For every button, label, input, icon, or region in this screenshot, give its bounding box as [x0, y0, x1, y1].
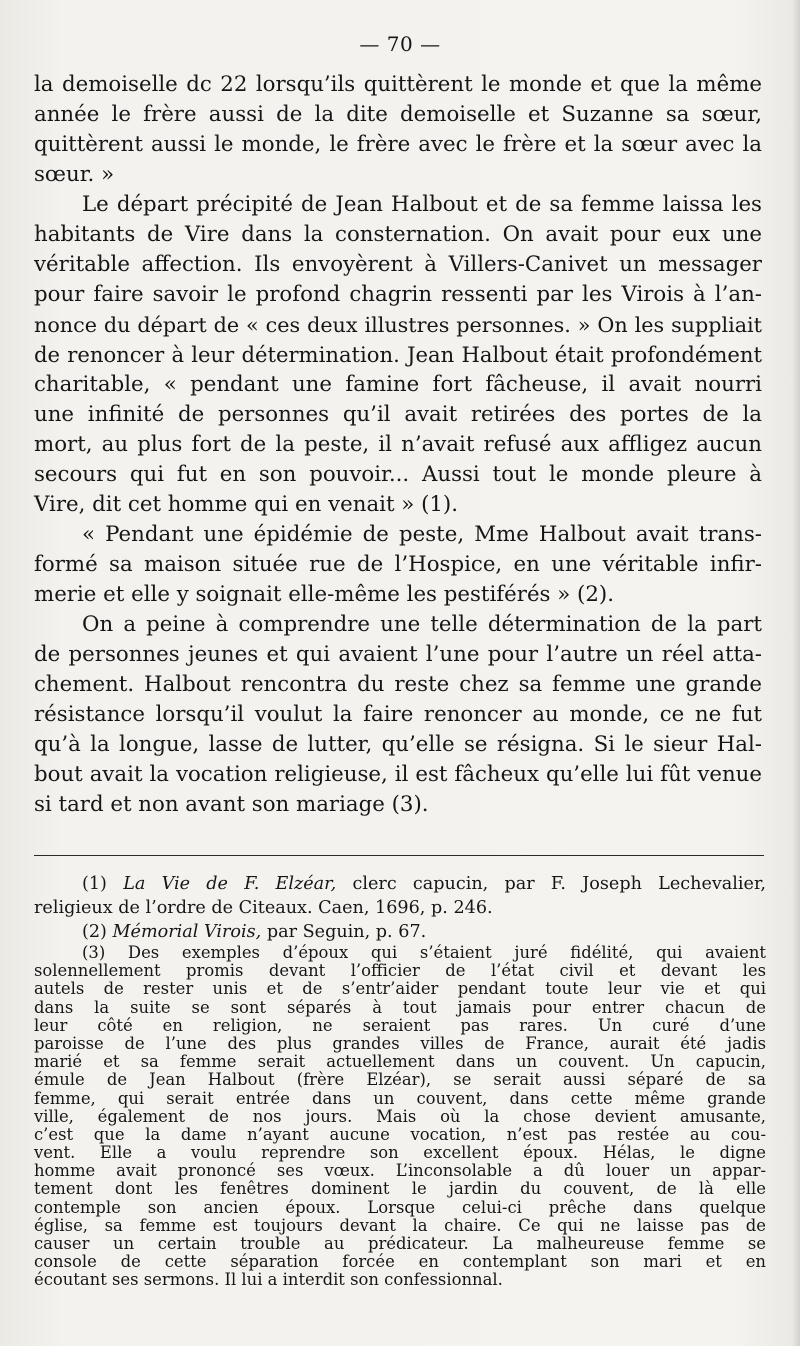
footnote-3-line: église, sa femme est toujours devant la chaire. Ce qui ne laisse pas de: [34, 1215, 766, 1235]
footnote-3-line: vent. Elle a voulu reprendre son excellent époux. Hélas, le digne: [34, 1143, 766, 1163]
footnote-1-text: clerc capucin, par F. Joseph Lechevalier,: [352, 874, 767, 894]
footnote-3-line: leur côté en religion, ne seraient pas rares. Un curé d’une: [34, 1015, 766, 1035]
text-line: chement. Halbout rencontra du reste chez sa femme une grande: [34, 672, 762, 697]
footnote-3-line: (3) Des exemples d’époux qui s’étaient juré fidélité, qui avaient: [82, 943, 766, 962]
text-line: quittèrent aussi le monde, le frère avec le frère et la sœur avec la: [34, 132, 762, 157]
footnote-3-line: dans la suite se sont séparés à tout jamais pour entrer chacun de: [34, 997, 766, 1017]
footnote-3-line: émule de Jean Halbout (frère Elzéar), se serait aussi séparé de sa: [34, 1070, 766, 1090]
footnote-3-line: solennellement promis devant l’officier de l’état civil et devant les: [34, 961, 766, 981]
main-text: [34, 70, 762, 820]
text-line: pour faire savoir le profond chagrin ressenti par les Virois à l’an-: [34, 282, 762, 307]
footnote-3-line: marié et sa femme serait actuellement dans un couvent. Un capucin,: [34, 1052, 766, 1072]
footnote-3-line: ville, également de nos jours. Mais où la chose devient amusante,: [34, 1106, 766, 1126]
footnote-3-line: c’est que la dame n’ayant aucune vocation, n’est pas restée au cou-: [34, 1124, 766, 1144]
footnote-2-mark: (2): [82, 922, 107, 942]
text-line: la demoiselle dc 22 lorsqu’ils quittèrent le monde et que la même: [34, 72, 762, 97]
footnote-3-line: homme avait prononcé ses vœux. L’inconsolable a dû louer un appar-: [34, 1161, 766, 1181]
text-line: mort, au plus fort de la peste, il n’avait refusé aux affligez aucun: [34, 432, 762, 457]
footnote-1-mark: (1): [82, 874, 107, 894]
text-line: merie et elle y soignait elle-même les pestiférés » (2).: [34, 582, 614, 607]
footnote-2-text: par Seguin, p. 67.: [266, 922, 427, 942]
footnote-1-title: La Vie de F. Elzéar,: [123, 874, 337, 894]
text-line: véritable affection. Ils envoyèrent à Villers-Canivet un messager: [34, 252, 762, 277]
text-line: sœur. »: [34, 162, 115, 187]
footnote-3-line: femme, qui serait entrée dans un couvent, dans cette même grande: [34, 1088, 766, 1108]
paragraph-first-line: On a peine à comprendre une telle détermination de la part: [82, 612, 762, 637]
footnote-3-line: causer un certain trouble au prédicateur. La malheureuse femme se: [34, 1234, 766, 1253]
page-number: — 70 —: [359, 32, 441, 56]
footnote-3: [34, 944, 766, 1290]
footnote-3-line: console de cette séparation forcée en contemplant son mari et en: [34, 1252, 766, 1272]
text-line: secours qui fut en son pouvoir... Aussi tout le monde pleure à: [34, 462, 762, 487]
text-line: année le frère aussi de la dite demoiselle et Suzanne sa sœur,: [34, 102, 762, 127]
footnote-3-line: autels de rester unis et de s’entr’aider pendant toute leur vie et qui: [34, 979, 766, 999]
footnote-2-title: Mémorial Virois,: [112, 922, 262, 942]
footnote-3-line: tement dont les fenêtres dominent le jardin du couvent, de là elle: [34, 1179, 766, 1199]
footnote-3-line: contemple son ancien époux. Lorsque celui-ci prêche dans quelque: [34, 1197, 766, 1217]
footnote-separator: [34, 855, 764, 856]
page-edge-shadow: [792, 0, 800, 1346]
footnote-2: [34, 920, 766, 944]
paragraph-first-line: Le départ précipité de Jean Halbout et de sa femme laissa les: [82, 192, 762, 217]
footnotes: [34, 872, 766, 1290]
text-line: nonce du départ de « ces deux illustres personnes. » On les suppliait: [34, 313, 762, 337]
text-line: qu’à la longue, lasse de lutter, qu’elle se résigna. Si le sieur Hal-: [34, 732, 762, 757]
text-line: habitants de Vire dans la consternation. On avait pour eux une: [34, 222, 762, 247]
text-line: résistance lorsqu’il voulut la faire renoncer au monde, ce ne fut: [34, 702, 762, 727]
text-line: charitable, « pendant une famine fort fâcheuse, il avait nourri: [34, 372, 762, 397]
footnote-3-line: écoutant ses sermons. Il lui a interdit son confessionnal.: [34, 1270, 503, 1290]
text-line: formé sa maison située rue de l’Hospice, en une véritable infir-: [34, 552, 762, 577]
text-line: de renoncer à leur détermination. Jean Halbout était profondément: [34, 342, 762, 367]
footnote-3-line: paroisse de l’une des plus grandes villes de France, aurait été jadis: [34, 1033, 766, 1053]
footnote-1: [34, 872, 766, 896]
text-line: une infinité de personnes qu’il avait retirées des portes de la: [34, 402, 762, 427]
text-line: si tard et non avant son mariage (3).: [34, 792, 429, 817]
text-line: bout avait la vocation religieuse, il est fâcheux qu’elle lui fût venue: [34, 762, 762, 787]
footnote-1-continuation: religieux de l’ordre de Citeaux. Caen, 1696, p. 246.: [34, 898, 493, 918]
text-line: Vire, dit cet homme qui en venait » (1).: [34, 492, 459, 517]
paragraph-first-line: « Pendant une épidémie de peste, Mme Halbout avait trans-: [82, 522, 762, 547]
text-line: de personnes jeunes et qui avaient l’une pour l’autre un réel atta-: [34, 642, 762, 667]
